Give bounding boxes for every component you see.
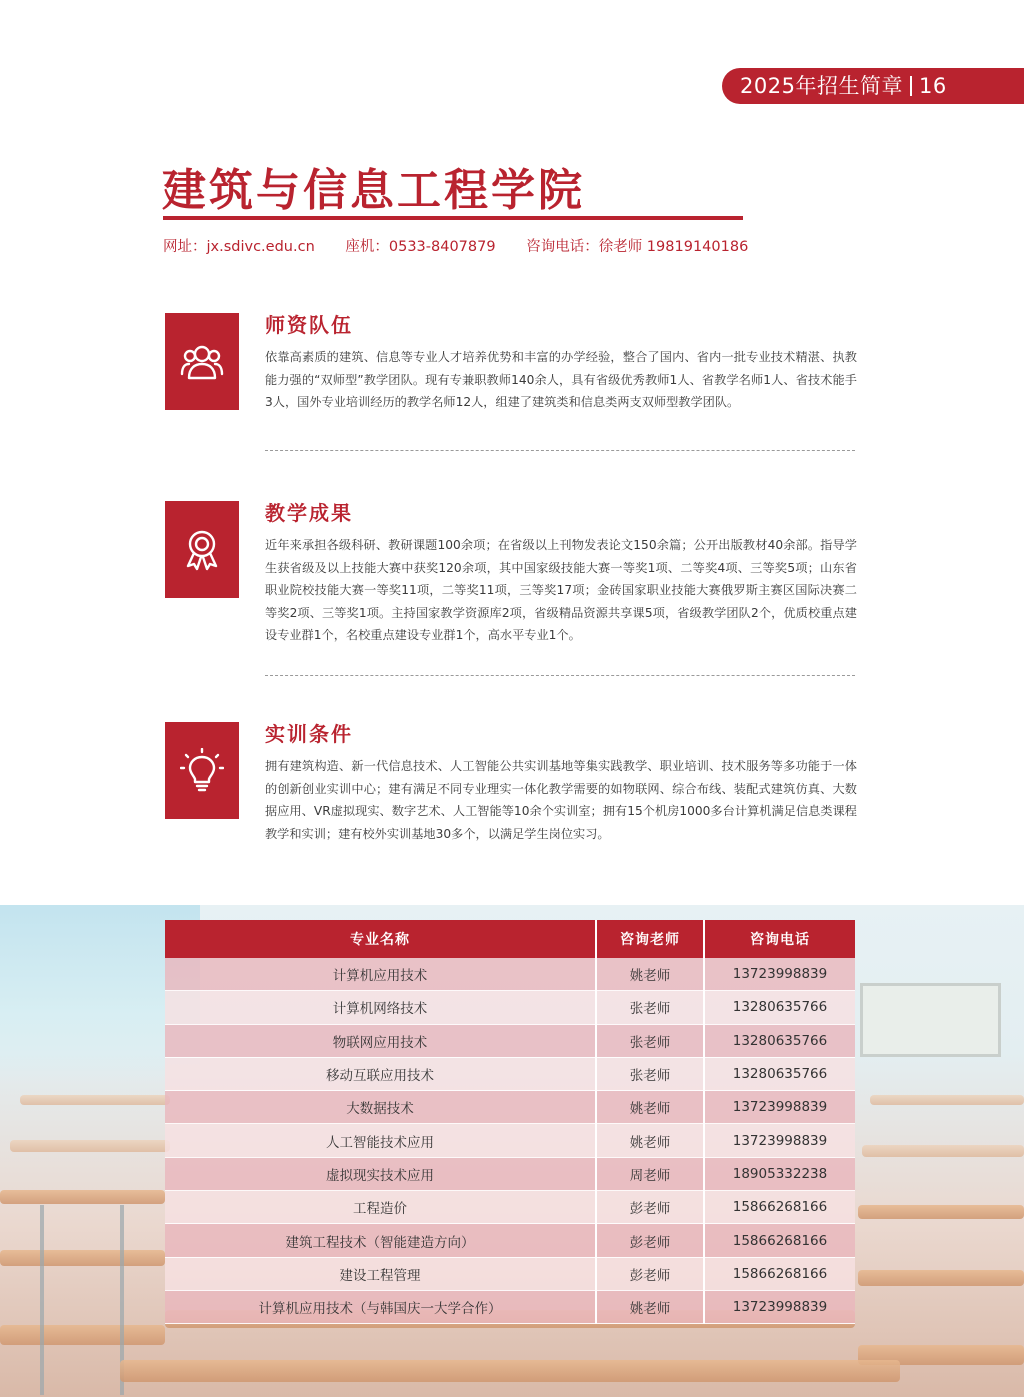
table-row (165, 1057, 855, 1090)
desk (870, 1095, 1024, 1105)
consult-phone: 咨询电话：徐老师 19819140186 (526, 239, 749, 255)
phone-number: 13280635766 (704, 1057, 855, 1090)
phone-number: 13723998839 (704, 1124, 855, 1157)
table-row (165, 991, 855, 1024)
section-body: 拥有建筑构造、新一代信息技术、人工智能公共实训基地等集实践教学、职业培训、技术服务等多功能于一体的创新创业实训中心；建有满足不同专业理实一体化教学需要的如物联网、综合布线、装配式建筑仿真、大数据应用、VR虚拟现实、数字艺术、人工智能等10余个实训室；拥有15个机房1000多台计算机满足信息类课程教学和实训；建有校外实训基地30多个，以满足学生岗位实习。 (265, 759, 857, 841)
teacher-name: 姚老师 (596, 1091, 704, 1124)
teacher-name: 彭老师 (596, 1224, 704, 1257)
website: 网址：jx.sdivc.edu.cn (163, 239, 315, 255)
title-underline (163, 216, 743, 220)
major-name: 移动互联应用技术 (165, 1057, 596, 1090)
people-icon (165, 313, 239, 410)
teacher-name: 彭老师 (596, 1257, 704, 1290)
table-row (165, 1124, 855, 1157)
major-name: 人工智能技术应用 (165, 1124, 596, 1157)
table-row (165, 1191, 855, 1224)
major-name: 建设工程管理 (165, 1257, 596, 1290)
lightbulb-icon (165, 722, 239, 819)
section-title: 实训条件 (265, 722, 353, 746)
page-title: 建筑与信息工程学院 (162, 165, 585, 216)
phone-number: 13280635766 (704, 1024, 855, 1057)
teacher-name: 周老师 (596, 1157, 704, 1190)
award-medal-icon (165, 501, 239, 598)
section-body: 依靠高素质的建筑、信息等专业人才培养优势和丰富的办学经验，整合了国内、省内一批专业技术精湛、执教能力强的“双师型”教学团队。现有专兼职教师140余人，具有省级优秀教师1人、省教学名师1人、省技术能手3人，国外专业培训经历的教学名师12人，组建了建筑类和信息类两支双师型教学团队。 (265, 350, 857, 409)
phone-number: 13723998839 (704, 1091, 855, 1124)
major-name: 工程造价 (165, 1191, 596, 1224)
teacher-name: 姚老师 (596, 1124, 704, 1157)
major-name: 大数据技术 (165, 1091, 596, 1124)
section-title: 师资队伍 (265, 313, 353, 337)
teacher-name: 张老师 (596, 1057, 704, 1090)
section-body: 近年来承担各级科研、教研课题100余项；在省级以上刊物发表论文150余篇；公开出版教材40余部。指导学生获省级及以上技能大赛中获奖120余项，其中国家级技能大赛一等奖1项、二等奖4项、三等奖5项；山东省职业院校技能大赛一等奖11项，二等奖11项，三等奖17项；金砖国家职业技能大赛俄罗斯主赛区国际决赛二等奖2项、三等奖1项。主持国家教学资源库2项，省级精品资源共享课5项，省级教学团队2个，优质校重点建设专业群1个，名校重点建设专业群1个，高水平专业1个。 (265, 538, 857, 642)
major-name: 建筑工程技术（智能建造方向） (165, 1224, 596, 1257)
desk (20, 1095, 170, 1105)
desk (0, 1325, 165, 1345)
brochure-title: 2025年招生简章 (740, 74, 903, 98)
table-header-row (165, 920, 855, 958)
table-row (165, 1257, 855, 1290)
major-name: 计算机应用技术（与韩国庆一大学合作） (165, 1290, 596, 1323)
header-major: 专业名称 (165, 920, 596, 958)
whiteboard (860, 983, 1001, 1057)
page-number: 16 (918, 74, 947, 98)
phone-number: 13723998839 (704, 958, 855, 991)
desk (858, 1270, 1024, 1286)
desk (10, 1140, 170, 1152)
major-name: 计算机应用技术 (165, 958, 596, 991)
page-header-tag (722, 68, 1024, 104)
teacher-name: 姚老师 (596, 1290, 704, 1323)
teacher-name: 张老师 (596, 1024, 704, 1057)
major-name: 虚拟现实技术应用 (165, 1157, 596, 1190)
table-row (165, 958, 855, 991)
desk (0, 1190, 165, 1204)
teacher-name: 彭老师 (596, 1191, 704, 1224)
desk (862, 1145, 1024, 1157)
teacher-name: 姚老师 (596, 958, 704, 991)
dashed-divider (265, 675, 855, 676)
landline: 座机：0533-8407879 (345, 239, 496, 255)
teacher-name: 张老师 (596, 991, 704, 1024)
desk (858, 1205, 1024, 1219)
major-name: 物联网应用技术 (165, 1024, 596, 1057)
table-row (165, 1024, 855, 1057)
section-title: 教学成果 (265, 501, 353, 525)
table-row (165, 1091, 855, 1124)
phone-number: 13280635766 (704, 991, 855, 1024)
phone-number: 15866268166 (704, 1257, 855, 1290)
phone-number: 18905332238 (704, 1157, 855, 1190)
divider (910, 76, 912, 96)
desk (0, 1250, 165, 1266)
table-row (165, 1157, 855, 1190)
desk (120, 1360, 900, 1382)
major-contact-table (165, 920, 855, 1324)
table-row (165, 1224, 855, 1257)
major-name: 计算机网络技术 (165, 991, 596, 1024)
header-teacher: 咨询老师 (596, 920, 704, 958)
header-phone: 咨询电话 (704, 920, 855, 958)
contact-info (163, 235, 774, 256)
desk-leg (40, 1205, 44, 1395)
table (165, 920, 855, 1324)
phone-number: 15866268166 (704, 1191, 855, 1224)
phone-number: 13723998839 (704, 1290, 855, 1323)
phone-number: 15866268166 (704, 1224, 855, 1257)
dashed-divider (265, 450, 855, 451)
table-row (165, 1290, 855, 1323)
